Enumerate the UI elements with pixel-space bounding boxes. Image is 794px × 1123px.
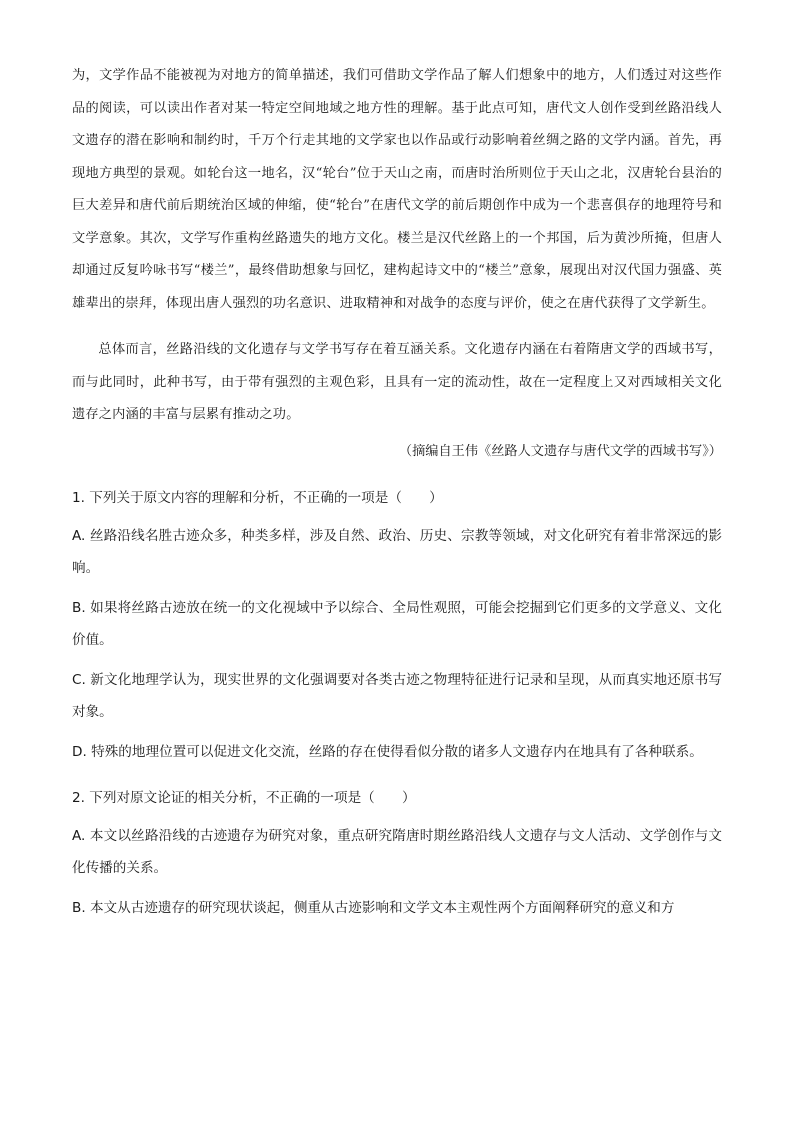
question-1-option-c: C. 新文化地理学认为，现实世界的文化强调要对各类古迹之物理特征进行记录和呈现，从而真实地还原书写对象。 [72, 671, 722, 720]
document-page [72, 60, 722, 932]
question-2-option-a: A. 本文以丝路沿线的古迹遗存为研究对象，重点研究隋唐时期丝路沿线人文遗存与文人活动、文学创作与文化传播的关系。 [72, 827, 722, 876]
question-2 [72, 782, 722, 924]
question-1 [72, 482, 722, 768]
passage-paragraph-1: 为，文学作品不能被视为对地方的简单描述，我们可借助文学作品了解人们想象中的地方，人们透过对这些作品的阅读，可以读出作者对某一特定空间地域之地方性的理解。基于此点可知，唐代文人创作受到丝路沿线人文遗存的潜在影响和制约时，千万个行走其地的文学家也以作品或行动影响着丝绸之路的文学内涵。首先，再现地方典型的景观。如轮台这一地名，汉“轮台”位于天山之南，而唐时治所则位于天山之北，汉唐轮台县治的巨大差异和唐代前后期统治区域的伸缩，使“轮台”在唐代文学的前后期创作中成为一个悲喜俱存的地理符号和文学意象。其次，文学写作重构丝路遗失的地方文化。楼兰是汉代丝路上的一个邦国，后为黄沙所掩，但唐人却通过反复吟咏书写“楼兰”，最终借助想象与回忆，建构起诗文中的“楼兰”意象，展现出对汉代国力强盛、英雄辈出的崇拜，体现出唐人强烈的功名意识、进取精神和对战争的态度与评价，使之在唐代获得了文学新生。 [72, 68, 722, 311]
question-1-option-a: A. 丝路沿线名胜古迹众多，种类多样，涉及自然、政治、历史、宗教等领域，对文化研究有着非常深远的影响。 [72, 527, 722, 576]
question-2-title: 2. 下列对原文论证的相关分析，不正确的一项是（ ） [72, 789, 416, 806]
passage-paragraph-2: 总体而言，丝路沿线的文化遗存与文学书写存在着互涵关系。文化遗存内涵在右着隋唐文学的西域书写，而与此同时，此种书写，由于带有强烈的主观色彩，且具有一定的流动性，故在一定程度上又对西域相关文化遗存之内涵的丰富与层累有推动之功。 [72, 342, 722, 422]
question-1-option-d: D. 特殊的地理位置可以促进文化交流，丝路的存在使得看似分散的诸多人文遗存内在地具有了各种联系。 [72, 743, 703, 760]
question-1-option-b: B. 如果将丝路古迹放在统一的文化视域中予以综合、全局性观照，可能会挖掘到它们更多的文学意义、文化价值。 [72, 599, 722, 648]
passage-source: （摘编自王伟《丝路人文遗存与唐代文学的西域书写》） [398, 443, 722, 459]
question-1-title: 1. 下列关于原文内容的理解和分析，不正确的一项是（ ） [72, 489, 443, 506]
question-2-option-b: B. 本文从古迹遗存的研究现状谈起，侧重从古迹影响和文学文本主观性两个方面阐释研究的意义和方 [72, 899, 675, 916]
